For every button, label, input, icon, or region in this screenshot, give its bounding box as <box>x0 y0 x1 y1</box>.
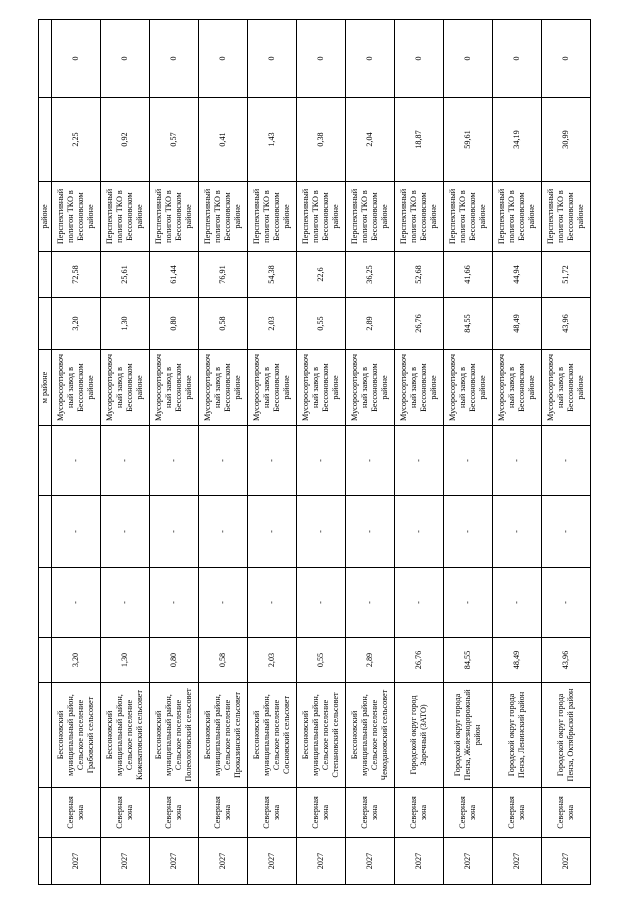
destination-cell: Мусоросортировочный завод в Бессоновском районе <box>101 350 150 426</box>
processed-volume-cell: 43,96 <box>542 298 591 350</box>
remainder-cell: 0 <box>248 20 297 98</box>
dash-cell: - <box>248 426 297 496</box>
zone-cell: Северная зона <box>444 788 493 838</box>
dash-cell: - <box>395 568 444 638</box>
dash-cell: - <box>150 426 199 496</box>
zone-cell: Северная зона <box>493 788 542 838</box>
dash-cell: - <box>444 426 493 496</box>
year-cell: 2027 <box>297 838 346 885</box>
dash-cell: - <box>346 426 395 496</box>
territory-cell: Бессоновский муниципальный район, Сельское поселение Степановский сельсовет <box>297 683 346 788</box>
dash-cell: - <box>150 496 199 568</box>
disposal-volume-cell: 34,19 <box>493 98 542 182</box>
landfill-continuation: районе <box>39 182 52 252</box>
destination-cell: Мусоросортировочный завод в Бессоновском районе <box>52 350 101 426</box>
table-row <box>150 20 199 885</box>
volume-cell: 26,76 <box>395 638 444 683</box>
dash-cell: - <box>297 496 346 568</box>
dash-cell: - <box>248 496 297 568</box>
territory-cell: Городской округ города Пенза, Ленинский район <box>493 683 542 788</box>
disposal-volume-cell: 0,57 <box>150 98 199 182</box>
dash-cell: - <box>395 496 444 568</box>
year-cell: 2027 <box>101 838 150 885</box>
territory-cell: Бессоновский муниципальный район, Сельское поселение Полеологовский сельсовет <box>150 683 199 788</box>
table-row <box>199 20 248 885</box>
processed-volume-cell: 48,49 <box>493 298 542 350</box>
processed-volume-cell: 2,03 <box>248 298 297 350</box>
remainder-cell: 0 <box>297 20 346 98</box>
destination-cell: Мусоросортировочный завод в Бессоновском районе <box>248 350 297 426</box>
landfill-cell: Перспективный полигон ТКО в Бессоновском районе <box>444 182 493 252</box>
processed-volume-cell: 1,30 <box>101 298 150 350</box>
volume-cell: 0,58 <box>199 638 248 683</box>
volume-cell: 2,03 <box>248 638 297 683</box>
dash-cell: - <box>52 568 101 638</box>
zone-cell: Северная зона <box>199 788 248 838</box>
table-row <box>542 20 591 885</box>
destination-cell: Мусоросортировочный завод в Бессоновском районе <box>493 350 542 426</box>
territory-cell: Бессоновский муниципальный район, Сельское поселение Чемодановский сельсовет <box>346 683 395 788</box>
destination-cell: Мусоросортировочный завод в Бессоновском районе <box>346 350 395 426</box>
waste-flow-table <box>38 19 591 885</box>
volume-cell: 3,20 <box>52 638 101 683</box>
zone-cell: Северная зона <box>297 788 346 838</box>
landfill-cell: Перспективный полигон ТКО в Бессоновском районе <box>395 182 444 252</box>
year-cell: 2027 <box>493 838 542 885</box>
processed-volume-cell: 0,55 <box>297 298 346 350</box>
dash-cell: - <box>248 568 297 638</box>
disposal-volume-cell: 59,61 <box>444 98 493 182</box>
dash-cell: - <box>444 496 493 568</box>
processed-volume-cell: 0,58 <box>199 298 248 350</box>
dash-cell: - <box>101 568 150 638</box>
table-row <box>297 20 346 885</box>
dash-cell: - <box>542 426 591 496</box>
year-cell: 2027 <box>150 838 199 885</box>
zone-cell: Северная зона <box>346 788 395 838</box>
destination-cell: Мусоросортировочный завод в Бессоновском районе <box>297 350 346 426</box>
disposal-volume-cell: 2,25 <box>52 98 101 182</box>
percent-cell: 52,68 <box>395 252 444 298</box>
volume-cell: 48,49 <box>493 638 542 683</box>
rotated-table-frame <box>38 20 591 885</box>
dash-cell: - <box>52 426 101 496</box>
dash-cell: - <box>493 426 542 496</box>
landfill-cell: Перспективный полигон ТКО в Бессоновском районе <box>52 182 101 252</box>
year-cell: 2027 <box>248 838 297 885</box>
percent-cell: 54,38 <box>248 252 297 298</box>
dash-cell: - <box>199 426 248 496</box>
destination-cell: Мусоросортировочный завод в Бессоновском районе <box>150 350 199 426</box>
disposal-volume-cell: 18,87 <box>395 98 444 182</box>
year-cell: 2027 <box>444 838 493 885</box>
zone-cell: Северная зона <box>248 788 297 838</box>
percent-cell: 44,94 <box>493 252 542 298</box>
year-cell: 2027 <box>395 838 444 885</box>
dash-cell: - <box>444 568 493 638</box>
table-row <box>395 20 444 885</box>
year-cell: 2027 <box>52 838 101 885</box>
percent-cell: 22,6 <box>297 252 346 298</box>
dash-cell: - <box>297 568 346 638</box>
processed-volume-cell: 3,20 <box>52 298 101 350</box>
zone-cell: Северная зона <box>395 788 444 838</box>
dash-cell: - <box>542 496 591 568</box>
dash-cell: - <box>52 496 101 568</box>
volume-cell: 2,89 <box>346 638 395 683</box>
territory-cell: Городской округ город Заречный (ЗАТО) <box>395 683 444 788</box>
territory-cell: Бессоновский муниципальный район, Сельское поселение Кижеватовский сельсовет <box>101 683 150 788</box>
landfill-cell: Перспективный полигон ТКО в Бессоновском районе <box>101 182 150 252</box>
landfill-cell: Перспективный полигон ТКО в Бессоновском районе <box>199 182 248 252</box>
percent-cell: 61,44 <box>150 252 199 298</box>
disposal-volume-cell: 0,92 <box>101 98 150 182</box>
processed-volume-cell: 84,55 <box>444 298 493 350</box>
territory-cell: Городской округ города Пенза, Железнодорожный район <box>444 683 493 788</box>
territory-cell: Бессоновский муниципальный район, Сельское поселение Сосновский сельсовет <box>248 683 297 788</box>
dash-cell: - <box>101 426 150 496</box>
volume-cell: 1,30 <box>101 638 150 683</box>
disposal-volume-cell: 30,99 <box>542 98 591 182</box>
table-row <box>101 20 150 885</box>
dash-cell: - <box>199 496 248 568</box>
percent-cell: 51,72 <box>542 252 591 298</box>
dash-cell: - <box>297 426 346 496</box>
landfill-cell: Перспективный полигон ТКО в Бессоновском районе <box>248 182 297 252</box>
destination-cell: Мусоросортировочный завод в Бессоновском районе <box>542 350 591 426</box>
destination-cell: Мусоросортировочный завод в Бессоновском районе <box>444 350 493 426</box>
landfill-cell: Перспективный полигон ТКО в Бессоновском районе <box>493 182 542 252</box>
zone-cell: Северная зона <box>150 788 199 838</box>
remainder-cell: 0 <box>52 20 101 98</box>
disposal-volume-cell: 1,43 <box>248 98 297 182</box>
percent-cell: 41,66 <box>444 252 493 298</box>
landfill-cell: Перспективный полигон ТКО в Бессоновском районе <box>346 182 395 252</box>
territory-cell: Бессоновский муниципальный район, Сельское поселение Проказинский сельсовет <box>199 683 248 788</box>
dash-cell: - <box>346 568 395 638</box>
territory-cell: Городской округ города Пенза, Октябрьский район <box>542 683 591 788</box>
processed-volume-cell: 2,89 <box>346 298 395 350</box>
dash-cell: - <box>150 568 199 638</box>
disposal-volume-cell: 0,38 <box>297 98 346 182</box>
remainder-cell: 0 <box>150 20 199 98</box>
remainder-cell: 0 <box>444 20 493 98</box>
landfill-cell: Перспективный полигон ТКО в Бессоновском районе <box>150 182 199 252</box>
percent-cell: 76,91 <box>199 252 248 298</box>
processed-volume-cell: 26,76 <box>395 298 444 350</box>
zone-cell: Северная зона <box>542 788 591 838</box>
year-cell: 2027 <box>542 838 591 885</box>
dest-continuation: м районе <box>39 350 52 426</box>
year-cell: 2027 <box>199 838 248 885</box>
percent-cell: 25,61 <box>101 252 150 298</box>
remainder-cell: 0 <box>542 20 591 98</box>
zone-cell: Северная зона <box>101 788 150 838</box>
volume-cell: 43,96 <box>542 638 591 683</box>
dash-cell: - <box>101 496 150 568</box>
table-row <box>52 20 101 885</box>
document-page <box>38 20 591 885</box>
year-cell: 2027 <box>346 838 395 885</box>
landfill-cell: Перспективный полигон ТКО в Бессоновском районе <box>297 182 346 252</box>
volume-cell: 0,55 <box>297 638 346 683</box>
remainder-cell: 0 <box>395 20 444 98</box>
remainder-cell: 0 <box>346 20 395 98</box>
remainder-cell: 0 <box>199 20 248 98</box>
dash-cell: - <box>346 496 395 568</box>
volume-cell: 84,55 <box>444 638 493 683</box>
volume-cell: 0,80 <box>150 638 199 683</box>
processed-volume-cell: 0,80 <box>150 298 199 350</box>
dash-cell: - <box>493 496 542 568</box>
disposal-volume-cell: 2,04 <box>346 98 395 182</box>
disposal-volume-cell: 0,41 <box>199 98 248 182</box>
table-row-continuation <box>39 20 52 885</box>
dash-cell: - <box>395 426 444 496</box>
table-row <box>346 20 395 885</box>
remainder-cell: 0 <box>101 20 150 98</box>
percent-cell: 72,58 <box>52 252 101 298</box>
table-row <box>248 20 297 885</box>
landfill-cell: Перспективный полигон ТКО в Бессоновском районе <box>542 182 591 252</box>
dash-cell: - <box>493 568 542 638</box>
zone-cell: Северная зона <box>52 788 101 838</box>
dash-cell: - <box>542 568 591 638</box>
dash-cell: - <box>199 568 248 638</box>
destination-cell: Мусоросортировочный завод в Бессоновском районе <box>199 350 248 426</box>
destination-cell: Мусоросортировочный завод в Бессоновском районе <box>395 350 444 426</box>
table-row <box>493 20 542 885</box>
percent-cell: 36,25 <box>346 252 395 298</box>
remainder-cell: 0 <box>493 20 542 98</box>
territory-cell: Бессоновский муниципальный район, Сельское поселение Грабовский сельсовет <box>52 683 101 788</box>
table-row <box>444 20 493 885</box>
